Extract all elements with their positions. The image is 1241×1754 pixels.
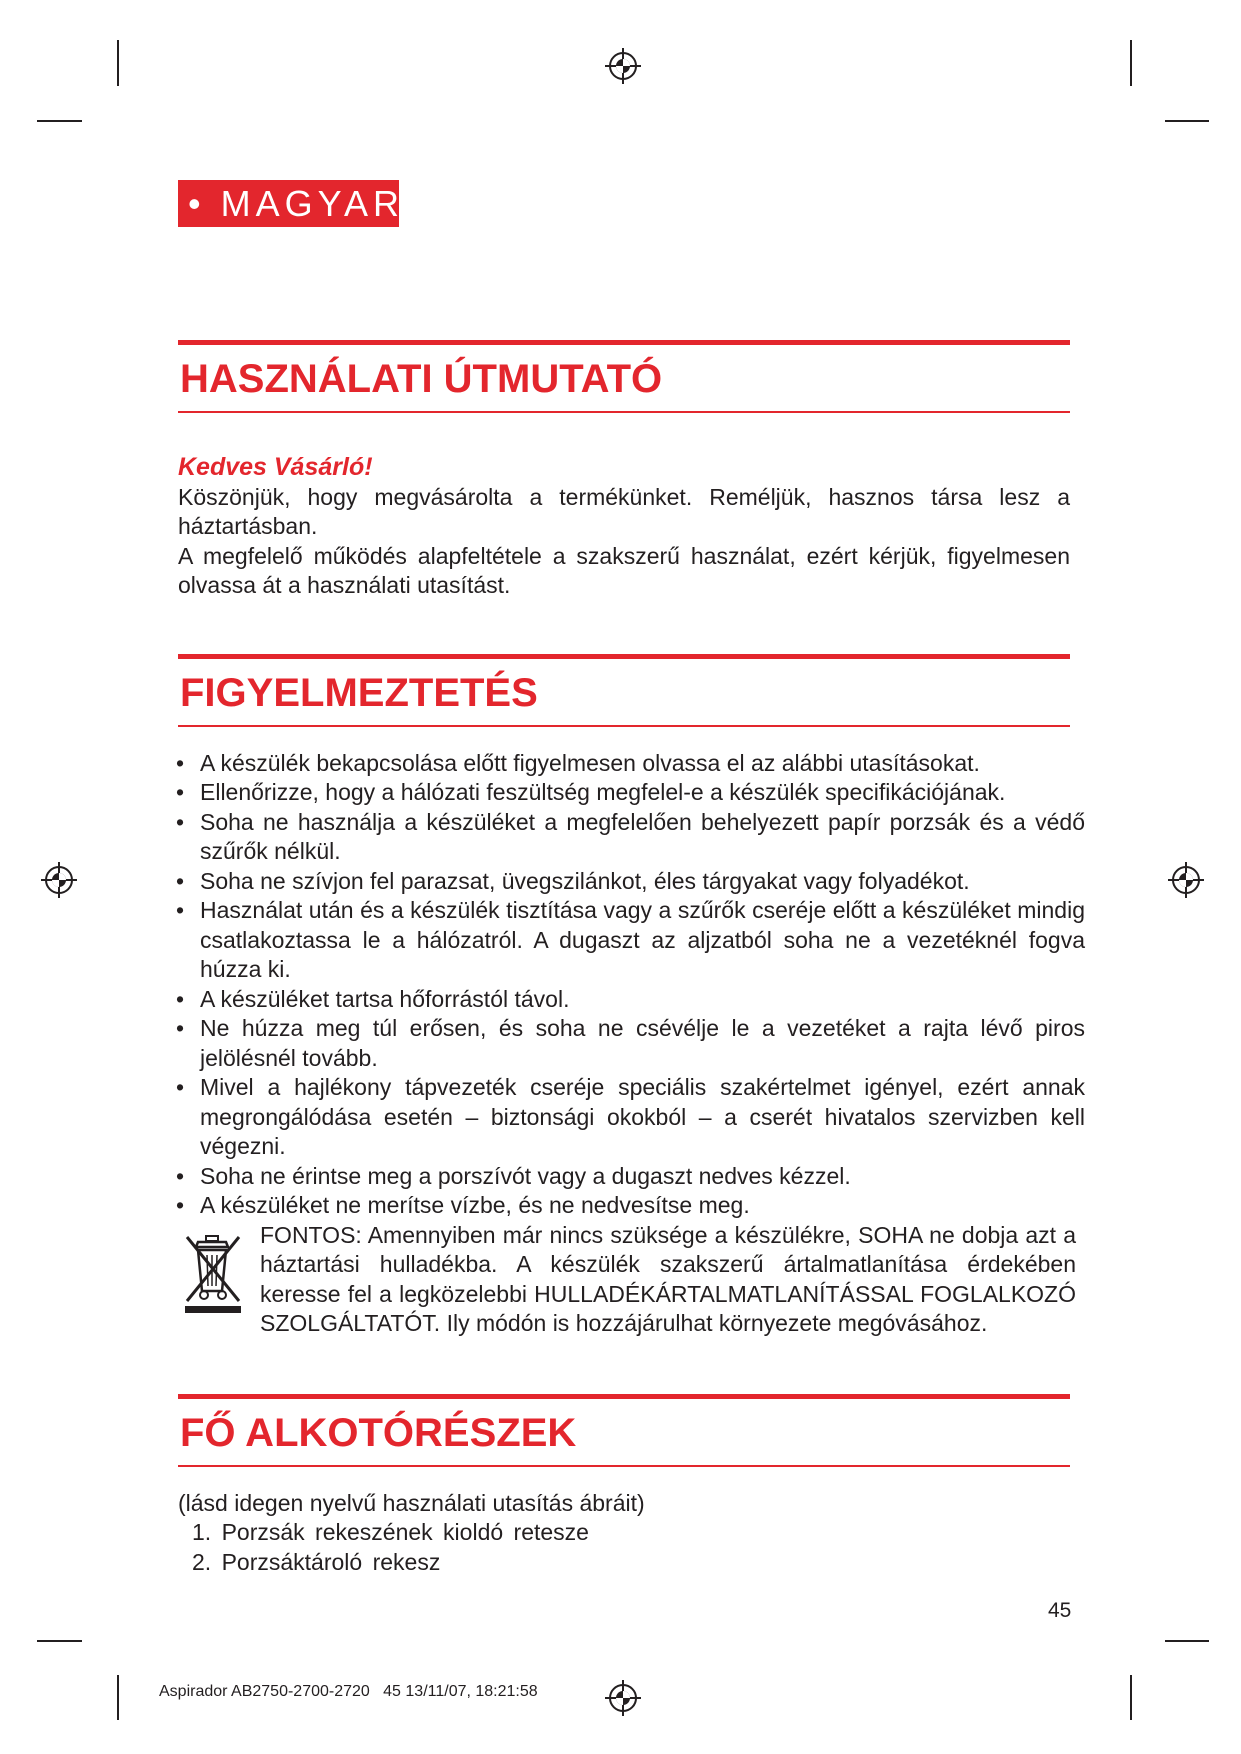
heading-rule-bottom [178,725,1070,727]
warning-list [178,749,1085,1221]
registration-mark-icon [605,1680,641,1716]
registration-mark-icon [1168,862,1204,898]
crossed-out-wheelie-bin-icon [182,1233,244,1315]
components-section [178,1394,1070,1577]
greeting: Kedves Vásárló! [178,452,373,481]
list-item [176,1191,1085,1221]
list-item [176,749,1085,779]
bullet: • [176,1074,185,1100]
language-label: • MAGYAR: [178,180,399,227]
bullet: • [176,867,185,894]
components-intro: (lásd idegen nyelvű használati utasítás ábráit) [178,1489,645,1516]
warning-heading: FIGYELMEZTETÉS [180,671,538,715]
list-item [176,1014,1085,1073]
disposal-text: FONTOS: Amennyiben már nincs szüksége a készülékre, SOHA ne dobja azt a háztartási hulladékba. A készülék szakszerű ártalmatlanítása érdekében keresse fel a legközelebbi HULLADÉKÁRTALMATLANÍTÁSSAL FOGLALKOZÓ SZOLGÁLTATÓT. Ily módón is hozzájárulhat környezete megóvásához. [260,1221,1076,1336]
list-item-text: Ellenőrizze, hogy a hálózati feszültség megfelel-e a készülék specifikációjának. [200,779,1006,805]
crop-mark-top-right [1130,40,1132,86]
warning-section [176,654,1085,1339]
bullet: • [176,985,185,1012]
bullet: • [176,779,185,805]
list-item: 2. Porzsáktároló rekesz [192,1548,441,1575]
list-item [176,1073,1085,1162]
heading-rule-bottom [178,411,1070,413]
list-item-text: A készüléket tartsa hőforrástól távol. [200,985,570,1012]
components-heading: FŐ ALKOTÓRÉSZEK [180,1411,577,1455]
crop-mark-top-left [117,40,119,86]
list-item-text: Soha ne szívjon fel parazsat, üvegszilánkot, éles tárgyakat vagy folyadékot. [200,867,970,894]
list-item [176,896,1085,985]
bullet: • [176,808,185,835]
list-item: 1. Porzsák rekeszének kioldó retesze [192,1519,589,1545]
manual-heading: HASZNÁLATI ÚTMUTATÓ [180,357,663,401]
crop-mark-top-right-h [1165,120,1209,122]
bullet: • [176,1162,185,1189]
page-number: 45 [1048,1599,1072,1622]
print-slug: Aspirador AB2750-2700-2720 45 13/11/07, 18:21:58 [159,1683,538,1700]
registration-mark-icon [605,48,641,84]
disposal-notice [178,1221,1076,1339]
crop-mark-bottom-left [117,1675,119,1720]
heading-rule-top [178,1394,1070,1399]
intro-text [178,483,1070,601]
intro-paragraph: A megfelelő működés alapfeltétele a szakszerű használat, ezért kérjük, figyelmesen olvassa át a használati utasítást. [178,542,1070,598]
components-list [178,1518,1070,1577]
list-item-text: A készüléket ne merítse vízbe, és ne nedvesítse meg. [200,1192,750,1218]
heading-rule-top [178,340,1070,345]
crop-mark-bottom-right [1130,1675,1132,1720]
heading-rule-top [178,654,1070,659]
list-item [176,778,1085,808]
list-item-text: Ne húzza meg túl erősen, és soha ne csévélje le a vezetéket a rajta lévő piros jelölésnél tovább. [200,1015,1085,1071]
list-item-text: Használat után és a készülék tisztítása vagy a szűrők cseréje előtt a készüléket mindig csatlakoztassa le a hálózatról. A dugaszt az aljzatból soha ne a vezetéknél fogva húzza ki. [200,897,1085,982]
registration-mark-icon [41,862,77,898]
manual-section [178,340,1070,601]
list-item-text: A készülék bekapcsolása előtt figyelmesen olvassa el az alábbi utasításokat. [200,749,980,776]
list-item-text: Soha ne használja a készüléket a megfelelően behelyezett papír porzsák és a védő szűrők nélkül. [200,808,1085,864]
list-item-text: Mivel a hajlékony tápvezeték cseréje speciális szakértelmet igényel, ezért annak megrongálódása esetén – biztonsági okokból – a cserét hivatalos szervizben kell végezni. [200,1074,1085,1159]
crop-mark-top-left-h [37,120,82,122]
bullet: • [176,897,185,923]
list-item [176,867,1085,897]
bullet: • [176,749,185,776]
crop-mark-bottom-left-h [37,1640,82,1642]
bullet: • [176,1192,185,1218]
list-item [176,808,1085,867]
list-item [176,985,1085,1015]
intro-paragraph: Köszönjük, hogy megvásárolta a termékünket. Reméljük, hasznos társa lesz a háztartásban. [178,483,1070,539]
crop-mark-bottom-right-h [1165,1640,1209,1642]
list-item-text: Soha ne érintse meg a porszívót vagy a dugaszt nedves kézzel. [200,1162,851,1189]
bullet: • [176,1015,185,1041]
heading-rule-bottom [178,1465,1070,1467]
list-item [176,1162,1085,1192]
